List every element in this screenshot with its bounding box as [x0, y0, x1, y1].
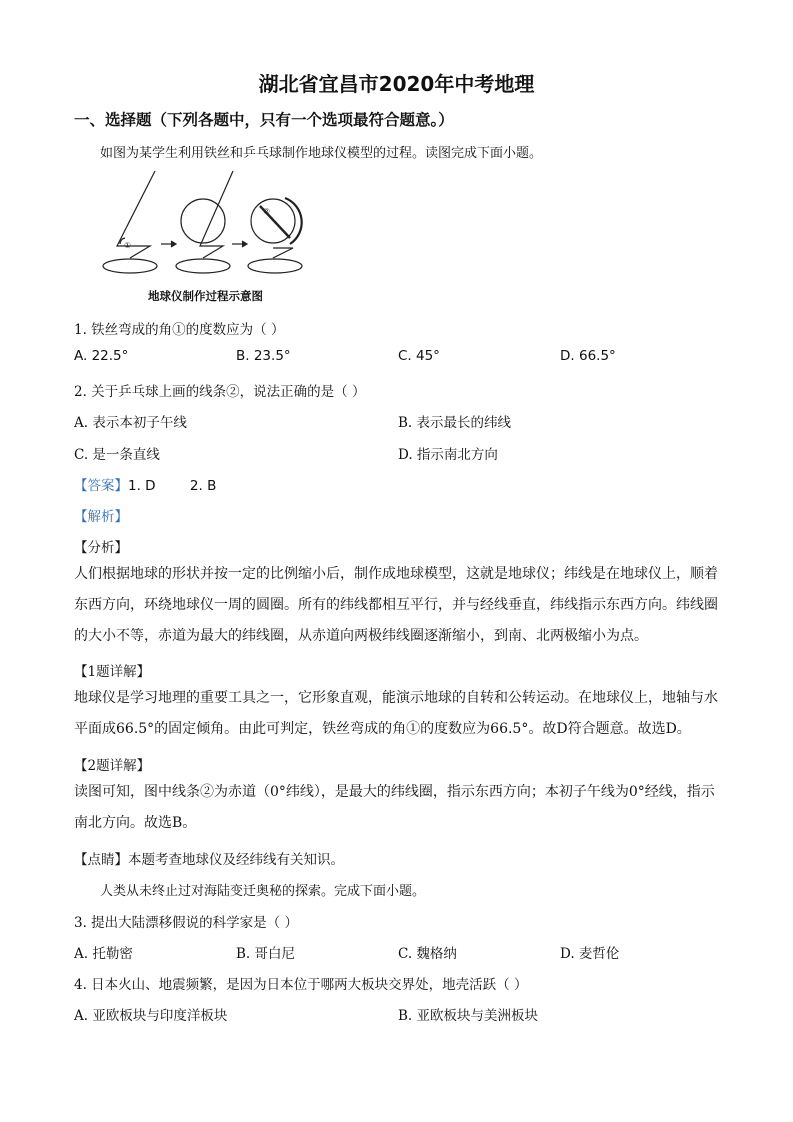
analysis-line: 人们根据地球的形状并按一定的比例缩小后，制作成地球模型，这就是地球仪；纬线是在地球仪上，顺着 — [74, 566, 718, 582]
intro-text-2: 人类从未终止过对海陆变迁奥秘的探索。完成下面小题。 — [100, 884, 426, 899]
base-stage-1 — [103, 259, 157, 273]
detail1-line: 地球仪是学习地理的重要工具之一，它形象直观，能演示地球的自转和公转运动。在地球仪上，地轴与水 — [74, 690, 718, 706]
angle-label: ① — [124, 241, 132, 250]
q2-stem: 2. 关于乒乓球上画的线条②，说法正确的是（ ） — [74, 384, 366, 400]
wire-stage-2 — [200, 171, 233, 258]
section-heading: 一、选择题（下列各题中，只有一个选项最符合题意。） — [74, 111, 454, 129]
detail1-heading: 【1题详解】 — [74, 664, 151, 680]
dianjing-tag: 【点睛】 — [74, 852, 128, 868]
q1-option-a: A. 22.5° — [74, 348, 129, 364]
q3-option-b: B. 哥白尼 — [236, 946, 296, 962]
q4-stem: 4. 日本火山、地震频繁，是因为日本位于哪两大板块交界处，地壳活跃（ ） — [74, 977, 528, 993]
answer-tag: 【答案】 — [74, 478, 128, 494]
q2-option-d: D. 指示南北方向 — [398, 447, 498, 463]
q3-stem: 3. 提出大陆漂移假说的科学家是（ ） — [74, 915, 298, 931]
jiexi-tag: 【解析】 — [74, 509, 128, 525]
q1-option-d: D. 66.5° — [560, 348, 616, 364]
q2-option-a: A. 表示本初子午线 — [74, 415, 187, 431]
detail2-line: 南北方向。故选B。 — [74, 815, 197, 831]
q2-option-b: B. 表示最长的纬线 — [398, 415, 512, 431]
figure-drawing — [95, 166, 315, 306]
q4-option-a: A. 亚欧板块与印度洋板块 — [74, 1008, 228, 1024]
intro-text-1: 如图为某学生利用铁丝和乒乓球制作地球仪模型的过程。读图完成下面小题。 — [100, 146, 543, 161]
base-stage-2 — [176, 259, 230, 273]
wire-stage-3 — [273, 248, 293, 258]
line-label: ② — [263, 207, 271, 216]
figure-caption: 地球仪制作过程示意图 — [148, 289, 263, 303]
q1-option-b: B. 23.5° — [236, 348, 291, 364]
detail2-heading: 【2题详解】 — [74, 758, 151, 774]
detail2-paragraph — [74, 777, 722, 839]
q4-option-b: B. 亚欧板块与美洲板块 — [398, 1008, 539, 1024]
q1-stem: 1. 铁丝弯成的角①的度数应为（ ） — [74, 322, 285, 338]
dianjing-line — [74, 848, 344, 868]
q1-option-c: C. 45° — [398, 348, 440, 364]
detail1-line: 平面成66.5°的固定倾角。由此可判定，铁丝弯成的角①的度数应为66.5°。故D符合题意。故选D。 — [74, 721, 691, 737]
analysis-paragraph — [74, 559, 722, 652]
dianjing-text: 本题考查地球仪及经纬线有关知识。 — [128, 852, 344, 868]
globe-making-figure — [95, 166, 315, 306]
detail1-paragraph — [74, 683, 722, 745]
answer-line — [74, 474, 216, 494]
base-stage-3 — [248, 259, 302, 273]
analysis-line: 东西方向，环绕地球仪一周的圆圈。所有的纬线都相互平行，并与经线垂直，纬线指示东西方向。纬线圈 — [74, 597, 718, 613]
q3-option-d: D. 麦哲伦 — [560, 946, 620, 962]
page-title: 湖北省宜昌市2020年中考地理 — [258, 72, 535, 96]
answer-text: 1. D 2. B — [128, 478, 217, 494]
q3-option-c: C. 魏格纳 — [398, 946, 457, 962]
q2-option-c: C. 是一条直线 — [74, 447, 160, 463]
detail2-line: 读图可知，图中线条②为赤道（0°纬线），是最大的纬线圈，指示东西方向；本初子午线为0°经线，指示 — [74, 784, 715, 800]
q3-option-a: A. 托勒密 — [74, 946, 133, 962]
wire-stage-1 — [117, 171, 155, 258]
analysis-line: 的大小不等，赤道为最大的纬线圈，从赤道向两极纬线圈逐渐缩小，到南、北两极缩小为点。 — [74, 628, 648, 644]
fenxi-heading: 【分析】 — [74, 540, 128, 556]
ball-stage-2 — [181, 199, 225, 243]
